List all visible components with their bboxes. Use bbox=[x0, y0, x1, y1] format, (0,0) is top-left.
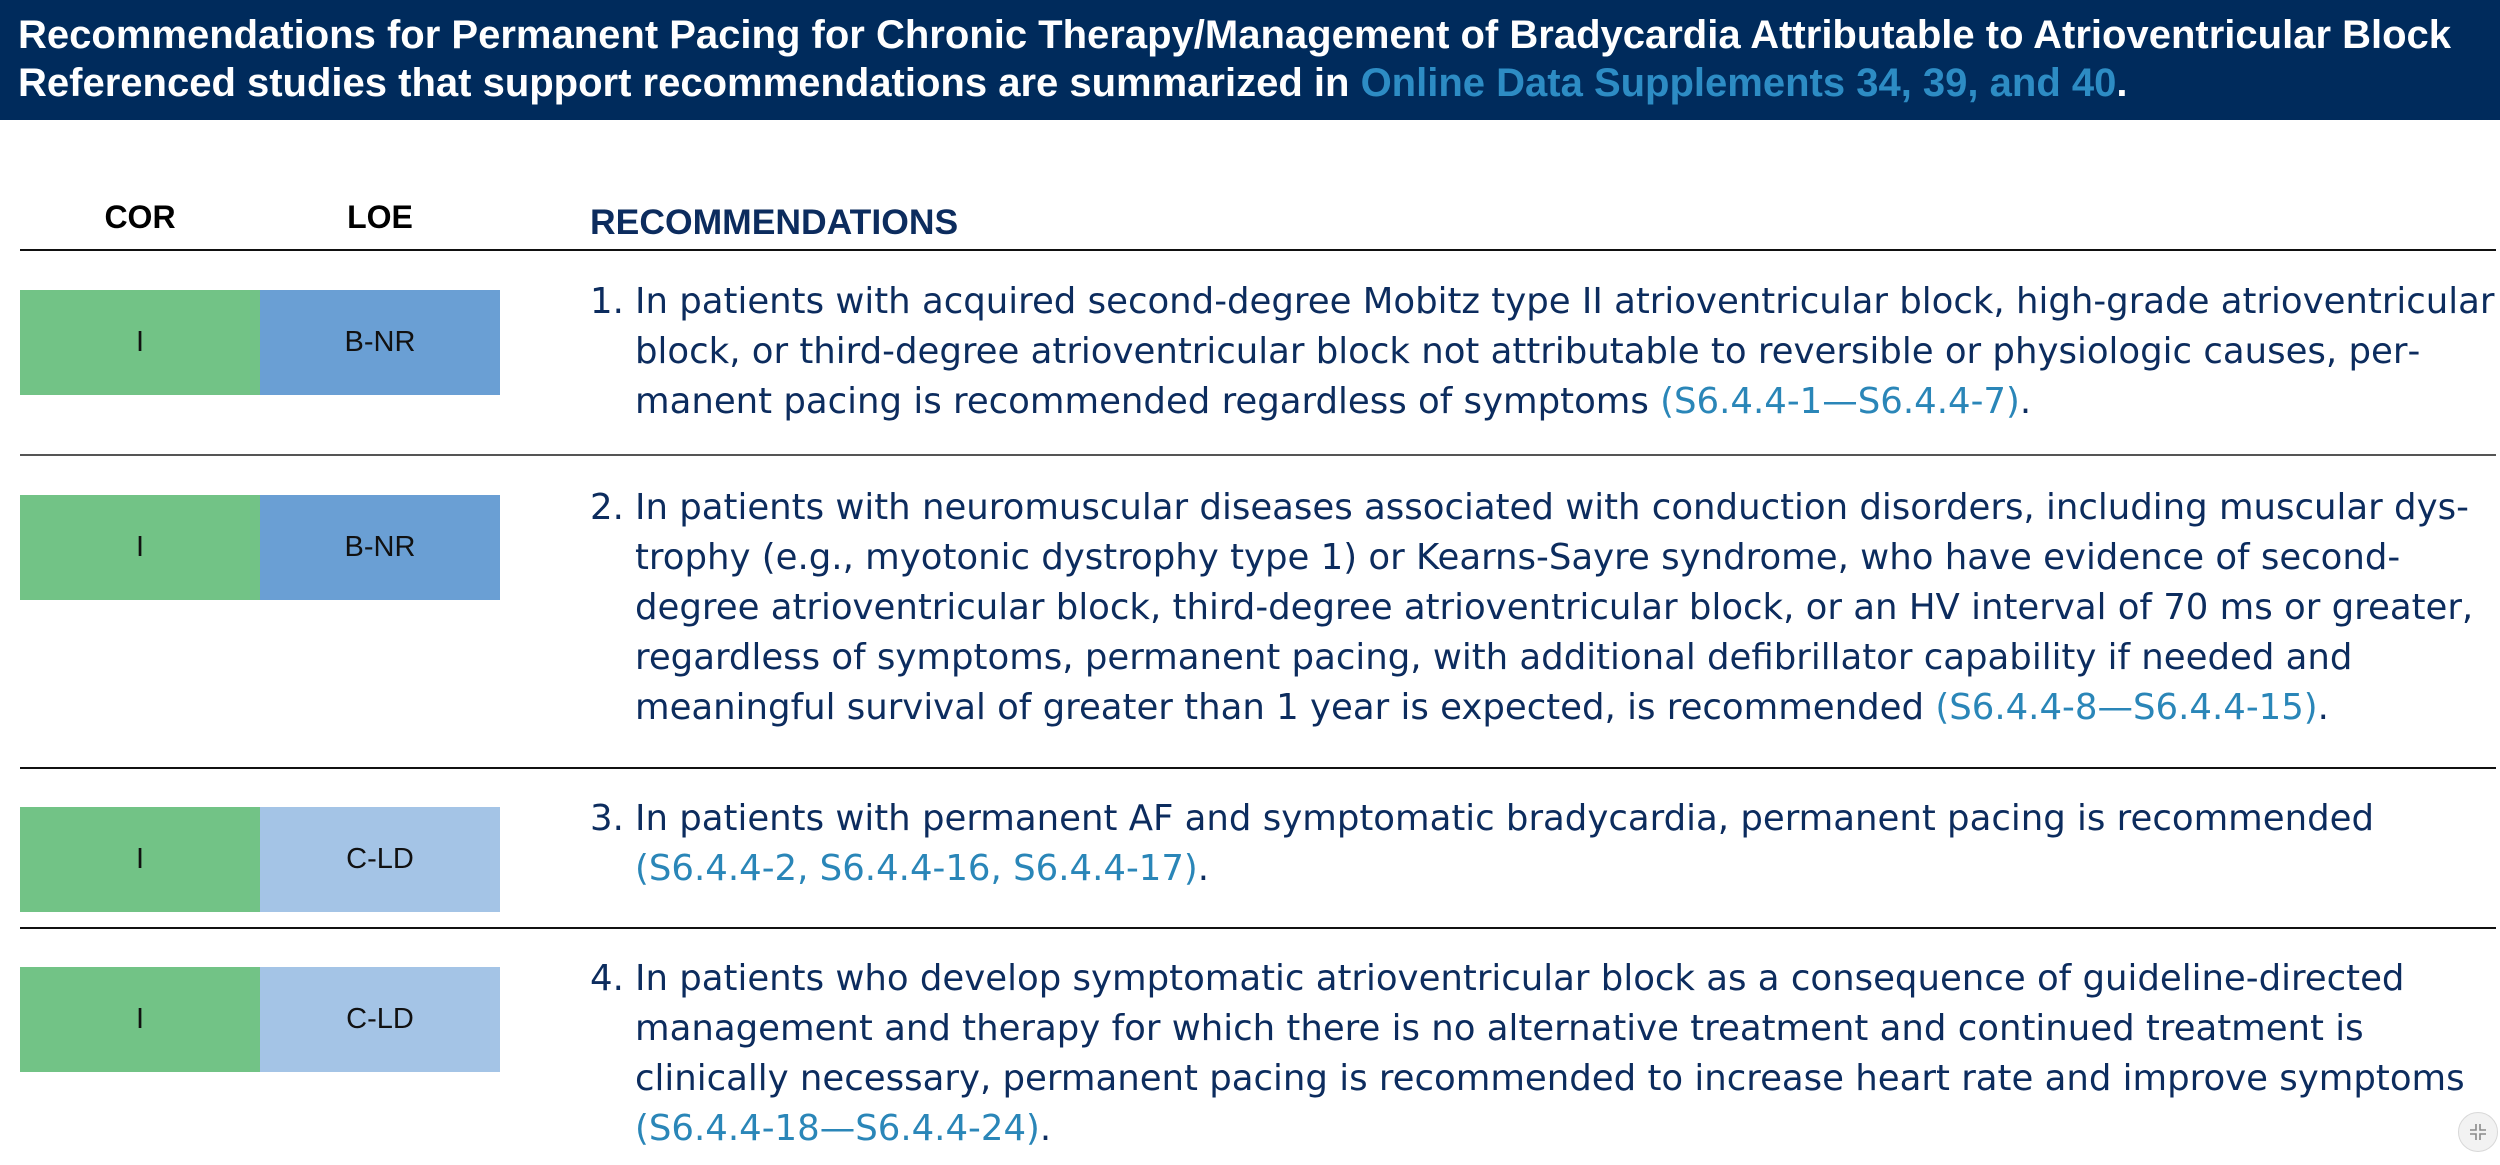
subtitle-period: . bbox=[2116, 61, 2128, 105]
recommendation-body: In patients with neuromuscular diseases associated with conduction disorders, including muscular dystrophy (e.g., myotonic dystrophy type 1) or Kearns-Sayre syndrome, who have evidence of second-degree atrioventricular block, third-degree atrioventricular block, or an HV interval of 70 ms or greater, regardless of symptoms, permanent pacing, with additional defibrillator capability if needed and meaningful survival of greater than 1 year is expected, is recommended bbox=[635, 487, 2474, 728]
collapse-button[interactable] bbox=[2458, 1112, 2498, 1152]
recommendation-number: 1. bbox=[590, 281, 624, 322]
table-header-banner bbox=[0, 0, 2500, 120]
recommendation-number: 4. bbox=[590, 958, 624, 999]
recommendation-body: In patients who develop symptomatic atrioventricular block as a consequence of guideline-directed management and therapy for which there is no alternative treatment and continued treatment is clinically necessary, permanent pacing is recommended to increase heart rate and improve symptoms bbox=[635, 958, 2465, 1099]
recommendation-4-badge bbox=[20, 967, 500, 1072]
recommendation-text bbox=[635, 483, 2495, 733]
recommendation-end: . bbox=[2317, 687, 2329, 728]
recommendation-end: . bbox=[1039, 1108, 1052, 1149]
header-divider bbox=[20, 249, 2496, 251]
recommendation-2 bbox=[590, 483, 2495, 733]
row-divider bbox=[20, 767, 2496, 769]
loe-badge: C-LD bbox=[260, 807, 500, 912]
table-subtitle bbox=[18, 59, 2480, 107]
cor-badge: I bbox=[20, 807, 260, 912]
citation-link[interactable]: (S6.4.4-2, S6.4.4-16, S6.4.4-17) bbox=[635, 848, 1198, 889]
cor-badge: I bbox=[20, 290, 260, 395]
row-divider bbox=[20, 454, 2496, 456]
recommendation-1 bbox=[590, 277, 2495, 427]
recommendation-end: . bbox=[1197, 848, 1210, 889]
column-header-loe: LOE bbox=[347, 199, 413, 235]
cor-badge: I bbox=[20, 967, 260, 1072]
online-data-supplements-link[interactable]: Online Data Supplements 34, 39, and 40 bbox=[1360, 61, 2117, 105]
row-divider bbox=[20, 927, 2496, 929]
recommendation-text bbox=[635, 954, 2495, 1154]
column-header-recommendations: RECOMMENDATIONS bbox=[590, 202, 959, 242]
loe-badge: B-NR bbox=[260, 290, 500, 395]
citation-link[interactable]: (S6.4.4-18—S6.4.4-24) bbox=[635, 1108, 1040, 1149]
recommendation-4 bbox=[590, 954, 2495, 1154]
recommendation-body: In patients with acquired second-degree Mobitz type II atrioventricular block, high-grade atrioventricular block, or third-degree atrioventricular block not attributable to reversible or physiologic causes, permanent pacing is recommended regardless of symptoms bbox=[635, 281, 2495, 422]
subtitle-text: Referenced studies that support recommendations are summarized in bbox=[18, 61, 1361, 105]
citation-link[interactable]: (S6.4.4-1—S6.4.4-7) bbox=[1660, 381, 2020, 422]
column-header-cor: COR bbox=[104, 199, 176, 235]
cor-badge: I bbox=[20, 495, 260, 600]
loe-badge: C-LD bbox=[260, 967, 500, 1072]
recommendation-3 bbox=[590, 794, 2495, 894]
collapse-arrows-icon bbox=[2468, 1122, 2488, 1142]
table-title: Recommendations for Permanent Pacing for Chronic Therapy/Management of Bradycardia Attributable to Atrioventricular Block bbox=[18, 13, 2452, 57]
recommendation-number: 3. bbox=[590, 798, 624, 839]
loe-badge: B-NR bbox=[260, 495, 500, 600]
recommendation-body: In patients with permanent AF and symptomatic bradycardia, permanent pacing is recommended bbox=[635, 798, 2374, 839]
recommendation-2-badge bbox=[20, 495, 500, 600]
recommendation-end: . bbox=[2019, 381, 2032, 422]
recommendation-number: 2. bbox=[590, 487, 624, 528]
citation-link[interactable]: (S6.4.4-8—S6.4.4-15) bbox=[1935, 687, 2318, 728]
recommendation-3-badge bbox=[20, 807, 500, 912]
recommendation-1-badge bbox=[20, 290, 500, 395]
recommendation-text bbox=[635, 794, 2495, 894]
recommendation-text bbox=[635, 277, 2495, 427]
